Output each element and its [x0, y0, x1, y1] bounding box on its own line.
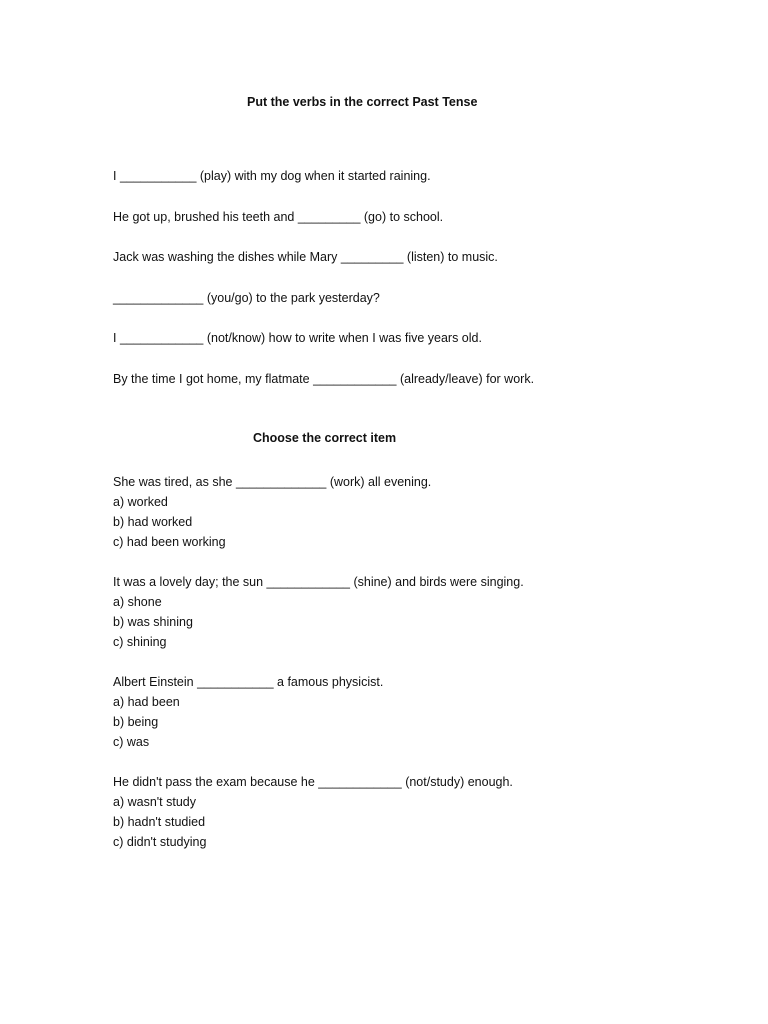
exercise-sentence-6: By the time I got home, my flatmate ____________ (already/leave) for work. — [113, 371, 535, 386]
question-text: He didn't pass the exam because he ____________ (not/study) enough. — [113, 775, 513, 789]
option-b: b) hadn't studied — [113, 815, 206, 829]
question-4 — [113, 772, 713, 852]
option-b: b) had worked — [113, 515, 193, 529]
question-2 — [113, 572, 713, 652]
option-c: c) was — [113, 735, 150, 749]
section-heading-past-tense: Put the verbs in the correct Past Tense — [247, 95, 478, 109]
fill-in-section — [113, 168, 713, 412]
multiple-choice-section — [113, 472, 713, 872]
option-b: b) was shining — [113, 615, 193, 629]
option-c: c) shining — [113, 635, 167, 649]
exercise-sentence-5: I ____________ (not/know) how to write when I was five years old. — [113, 331, 482, 346]
exercise-sentence-3: Jack was washing the dishes while Mary _________ (listen) to music. — [113, 250, 498, 265]
question-3 — [113, 672, 713, 752]
option-a: a) shone — [113, 595, 162, 609]
option-c: c) had been working — [113, 535, 226, 549]
option-a: a) wasn't study — [113, 795, 196, 809]
option-b: b) being — [113, 715, 159, 729]
question-text: Albert Einstein ___________ a famous physicist. — [113, 675, 384, 689]
question-1 — [113, 472, 713, 552]
exercise-sentence-4: _____________ (you/go) to the park yesterday? — [113, 290, 380, 305]
exercise-sentence-1: I ___________ (play) with my dog when it started raining. — [113, 169, 431, 183]
question-text: It was a lovely day; the sun ____________ (shine) and birds were singing. — [113, 575, 524, 589]
section-heading-choose-item: Choose the correct item — [253, 431, 397, 445]
option-c: c) didn't studying — [113, 835, 207, 849]
option-a: a) worked — [113, 495, 168, 509]
question-text: She was tired, as she _____________ (work) all evening. — [113, 475, 432, 489]
exercise-sentence-2: He got up, brushed his teeth and _________ (go) to school. — [113, 209, 444, 224]
option-a: a) had been — [113, 695, 180, 709]
